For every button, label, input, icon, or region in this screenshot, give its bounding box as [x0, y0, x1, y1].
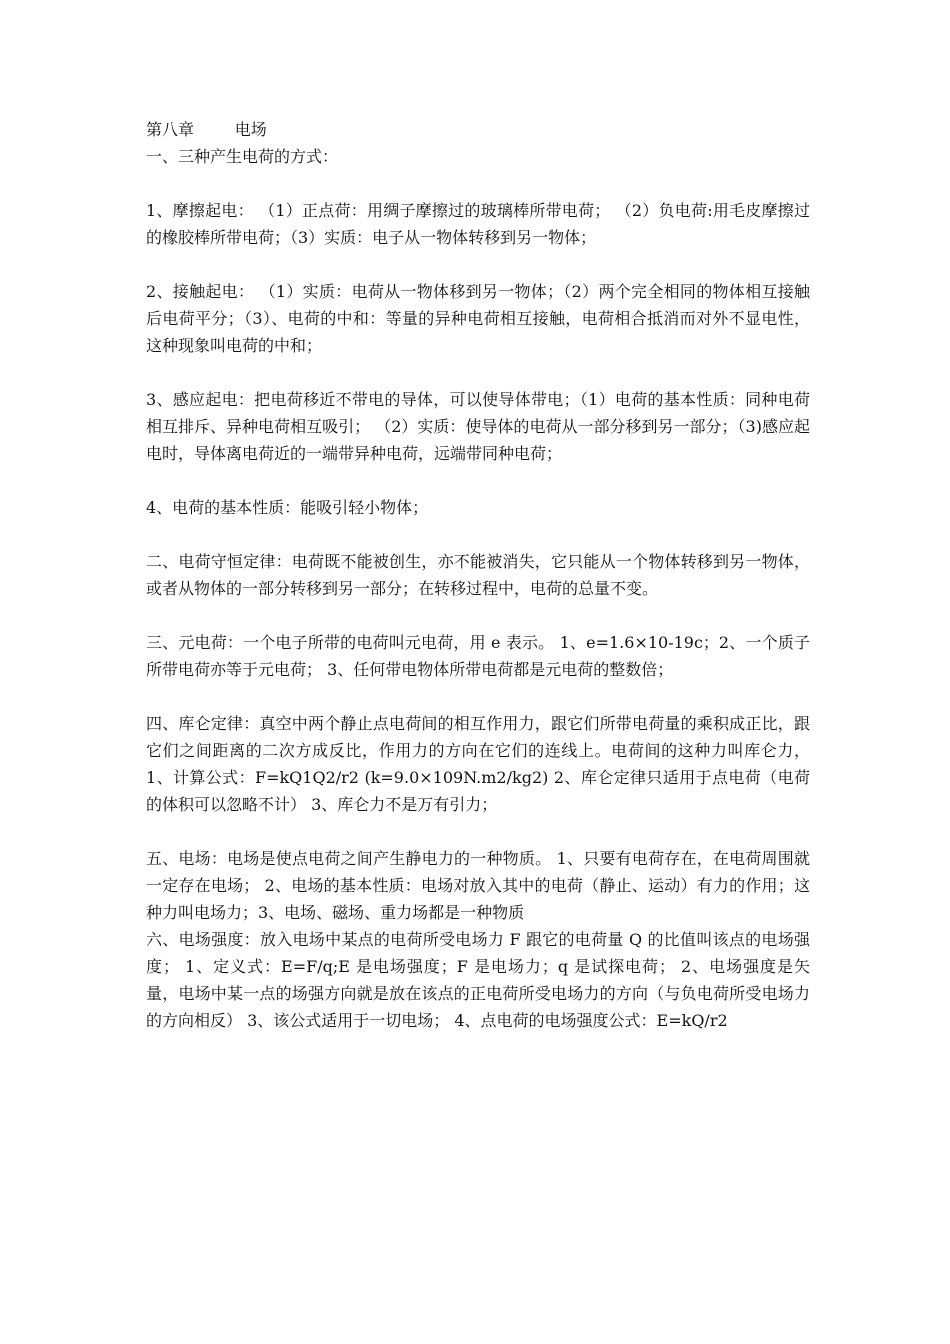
- paragraph-spacer: [146, 683, 810, 710]
- paragraph-contact-charging: 2、接触起电： （1）实质：电荷从一物体移到另一物体；（2）两个完全相同的物体相互接触后电荷平分；（3）、电荷的中和：等量的异种电荷相互接触，电荷相合抵消而对外不显电性，这种现象叫电荷的中和；: [146, 282, 810, 355]
- chapter-title: 第八章 电场: [146, 120, 267, 139]
- section-heading: 一、三种产生电荷的方式：: [146, 147, 339, 166]
- paragraph-electric-field: 五、电场：电场是使点电荷之间产生静电力的一种物质。 1、只要有电荷存在，在电荷周围就一定存在电场； 2、电场的基本性质：电场对放入其中的电荷（静止、运动）有力的作用；这种力叫电场力；3、电场、磁场、重力场都是一种物质: [146, 849, 810, 922]
- paragraph-charge-conservation: 二、电荷守恒定律：电荷既不能被创生，亦不能被消失，它只能从一个物体转移到另一物体，或者从物体的一部分转移到另一部分；在转移过程中，电荷的总量不变。: [146, 552, 810, 598]
- paragraph-spacer: [146, 818, 810, 845]
- paragraph-field-strength: 六、电场强度：放入电场中某点的电荷所受电场力 F 跟它的电荷量 Q 的比值叫该点的电场强度； 1、定义式：E=F/q;E 是电场强度；F 是电场力；q 是试探电荷； 2、电场强度是矢量，电场中某一点的场强方向就是放在该点的正电荷所受电场力的方向（与负电荷所受电场力的方向相反） 3、该公式适用于一切电场； 4、点电荷的电场强度公式：E=kQ/r2: [146, 930, 810, 1030]
- paragraph-charge-property: 4、电荷的基本性质：能吸引轻小物体；: [146, 498, 429, 517]
- paragraph-spacer: [146, 602, 810, 629]
- paragraph-spacer: [146, 170, 810, 197]
- paragraph-spacer: [146, 467, 810, 494]
- document-body: [146, 116, 810, 1034]
- paragraph-spacer: [146, 359, 810, 386]
- paragraph-friction-charging: 1、摩擦起电： （1）正点荷：用绸子摩擦过的玻璃棒所带电荷； （2）负电荷:用毛皮摩擦过的橡胶棒所带电荷；（3）实质：电子从一物体转移到另一物体；: [146, 201, 810, 247]
- paragraph-spacer: [146, 521, 810, 548]
- paragraph-induction-charging: 3、感应起电：把电荷移近不带电的导体，可以使导体带电；（1）电荷的基本性质：同种电荷相互排斥、异种电荷相互吸引； （2）实质：使导体的电荷从一部分移到另一部分；（3)感应起电时，导体离电荷近的一端带异种电荷，远端带同种电荷；: [146, 390, 810, 463]
- paragraph-elementary-charge: 三、元电荷：一个电子所带的电荷叫元电荷，用 e 表示。 1、e=1.6×10-19c；2、一个质子所带电荷亦等于元电荷； 3、任何带电物体所带电荷都是元电荷的整数倍；: [146, 633, 810, 679]
- paragraph-coulomb-law: 四、库仑定律：真空中两个静止点电荷间的相互作用力，跟它们所带电荷量的乘积成正比，跟它们之间距离的二次方成反比，作用力的方向在它们的连线上。电荷间的这种力叫库仑力， 1、计算公式：F=kQ1Q2/r2 (k=9.0×109N.m2/kg2) 2、库仑定律只适用于点电荷（电荷的体积可以忽略不计） 3、库仑力不是万有引力；: [146, 714, 810, 814]
- paragraph-spacer: [146, 251, 810, 278]
